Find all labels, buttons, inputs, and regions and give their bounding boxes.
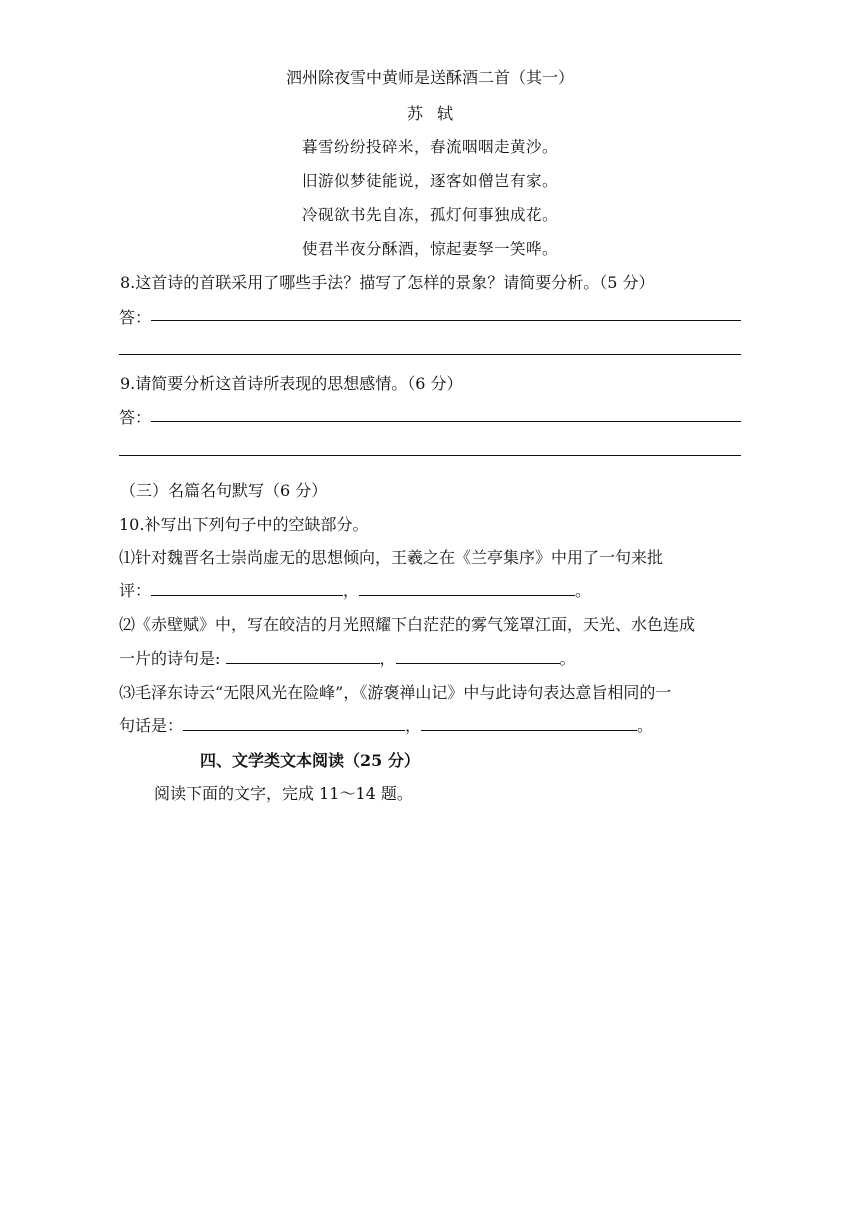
poem-line-2: 旧游似梦徒能说，逐客如僧岂有家。	[301, 172, 558, 190]
item-3-line-1: ⑶毛泽东诗云“无限风光在险峰”，《游褒禅山记》中与此诗句表达意旨相同的一	[119, 683, 672, 702]
item-2-comma: ，	[379, 649, 396, 668]
item-3-comma: ，	[405, 716, 422, 735]
answer-label-9: 答：	[119, 408, 152, 427]
item-1-comma: ，	[343, 581, 360, 600]
question-10: 10.补写出下列句子中的空缺部分。	[119, 515, 369, 534]
blank-1a[interactable]	[151, 579, 343, 596]
blank-2a[interactable]	[226, 647, 380, 664]
poem-line-4: 使君半夜分酥酒，惊起妻孥一笑哗。	[301, 240, 558, 258]
item-1-prefix: 评：	[119, 581, 152, 600]
question-8: 8.这首诗的首联采用了哪些手法？描写了怎样的景象？请简要分析。（5 分）	[120, 273, 655, 292]
blank-2b[interactable]	[396, 647, 560, 664]
item-1-period: 。	[575, 581, 592, 600]
question-9: 9.请简要分析这首诗所表现的思想感情。（6 分）	[120, 374, 463, 393]
item-1-line-2	[119, 578, 591, 601]
blank-1b[interactable]	[359, 579, 575, 596]
item-2-line-1: ⑵《赤壁赋》中，写在皎洁的月光照耀下白茫茫的雾气笼罩江面，天光、水色连成	[119, 615, 696, 634]
section-4-instruction: 阅读下面的文字，完成 11～14 题。	[154, 784, 413, 803]
item-1-line-1: ⑴针对魏晋名士崇尚虚无的思想倾向，王羲之在《兰亭集序》中用了一句来批	[119, 548, 664, 567]
blank-3a[interactable]	[183, 714, 405, 731]
item-2-line-2	[119, 646, 576, 669]
answer-line-9a[interactable]	[151, 421, 741, 422]
item-3-prefix: 句话是：	[119, 716, 184, 735]
item-2-prefix: 一片的诗句是:	[119, 649, 221, 668]
poem-line-3: 冷砚欲书先自冻，孤灯何事独成花。	[301, 206, 558, 224]
answer-line-8b[interactable]	[119, 354, 741, 355]
section-4-heading: 四、文学类文本阅读（25 分）	[200, 751, 420, 770]
answer-line-9b[interactable]	[119, 455, 741, 456]
item-3-period: 。	[637, 716, 654, 735]
section-3-heading: （三）名篇名句默写（6 分）	[120, 481, 328, 500]
item-2-period: 。	[559, 649, 576, 668]
poem-line-1: 暮雪纷纷投碎米，春流咽咽走黄沙。	[301, 138, 558, 156]
poem-author: 苏轼	[406, 104, 467, 123]
item-3-line-2	[119, 713, 653, 736]
answer-label-8: 答：	[119, 308, 152, 327]
poem-title: 泗州除夜雪中黄师是送酥酒二首（其一）	[285, 68, 574, 87]
answer-line-8a[interactable]	[151, 320, 741, 321]
blank-3b[interactable]	[421, 714, 637, 731]
